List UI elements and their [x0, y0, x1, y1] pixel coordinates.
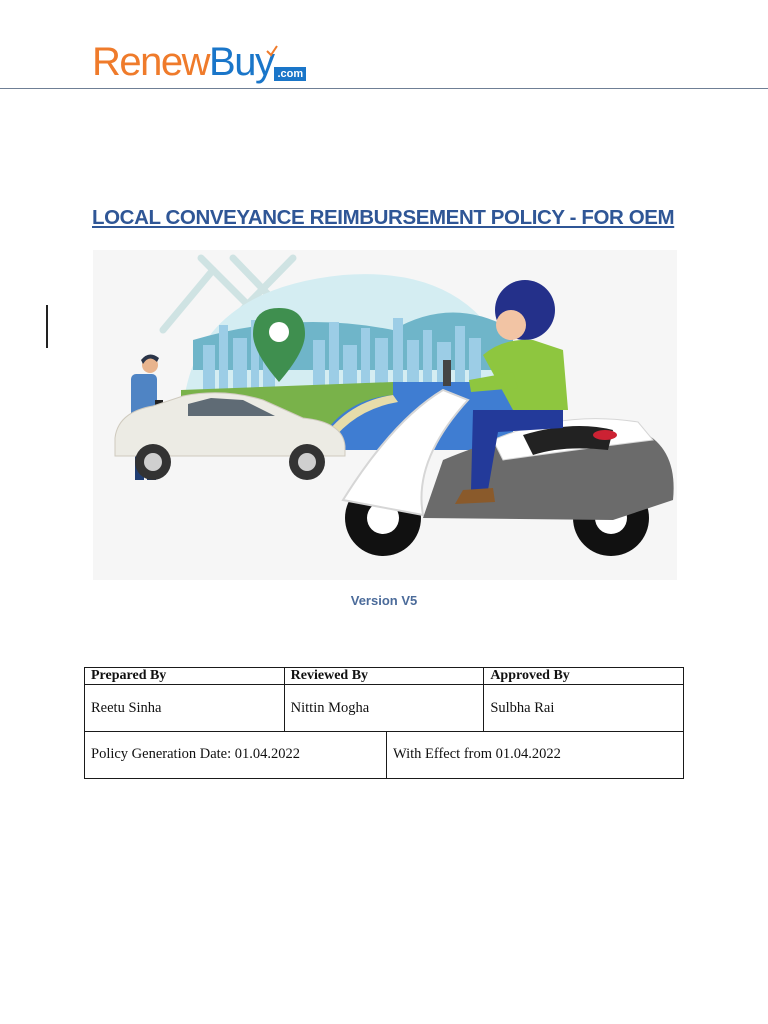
- effective-date: With Effect from 01.04.2022: [387, 731, 684, 779]
- text-cursor: [46, 305, 48, 348]
- approved-by-value: Sulbha Rai: [484, 685, 684, 732]
- logo-check-icon: [265, 44, 279, 58]
- reviewed-by-header: Reviewed By: [284, 668, 484, 685]
- approvals-header-row: [85, 668, 684, 685]
- dates-row: [85, 731, 684, 779]
- approved-by-header: Approved By: [484, 668, 684, 685]
- dates-table: [84, 731, 684, 779]
- reviewed-by-value: Nittin Mogha: [284, 685, 484, 732]
- version-label: Version V5: [350, 593, 418, 608]
- prepared-by-header: Prepared By: [85, 668, 285, 685]
- hero-illustration: [93, 250, 677, 580]
- policy-generation-date: Policy Generation Date: 01.04.2022: [85, 731, 387, 779]
- page-header: [0, 0, 768, 89]
- approvals-value-row: [85, 685, 684, 732]
- logo-renew-text: Renew: [92, 40, 210, 84]
- document-title: LOCAL CONVEYANCE REIMBURSEMENT POLICY - FOR OEM: [92, 206, 675, 229]
- logo-dotcom-badge: .com: [274, 67, 306, 81]
- logo-buy-text: Buy: [209, 40, 274, 84]
- approvals-table: [84, 667, 684, 732]
- prepared-by-value: Reetu Sinha: [85, 685, 285, 732]
